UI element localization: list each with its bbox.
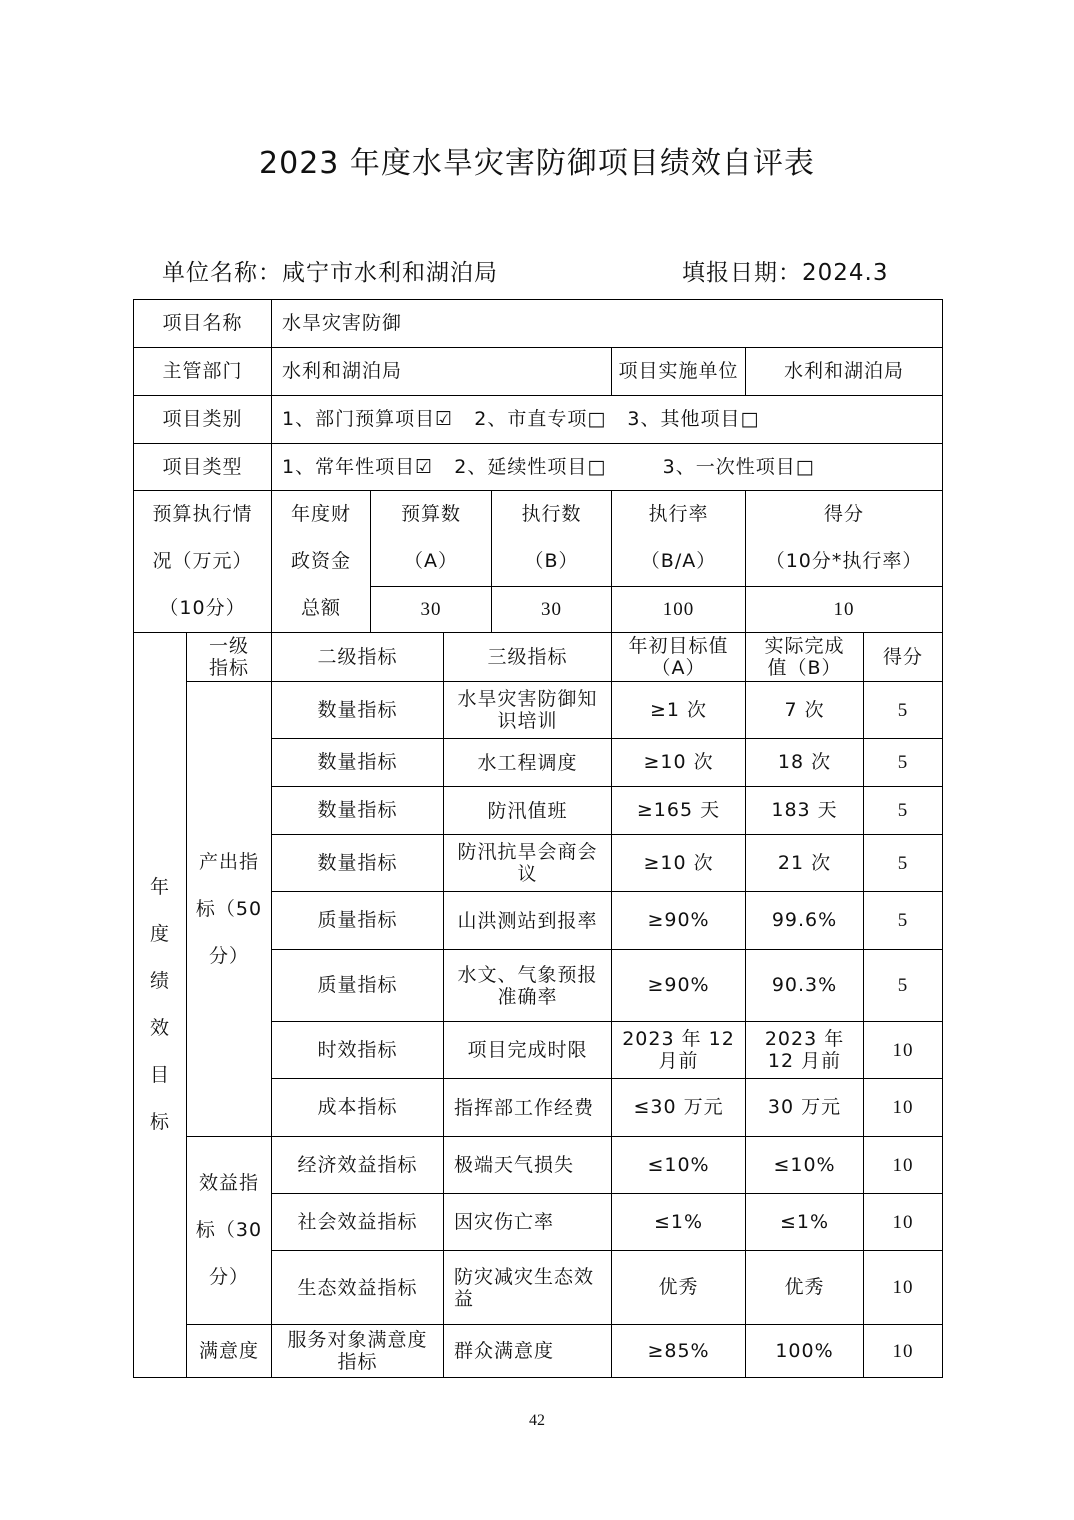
target-cell: ≥90%: [612, 892, 746, 950]
level2-cell: 时效指标: [272, 1022, 444, 1079]
level1-header: 一级 指标: [187, 633, 272, 682]
type-label: 项目类型: [134, 444, 272, 491]
table-row: [134, 348, 943, 396]
level2-cell: 社会效益指标: [272, 1194, 444, 1251]
level2-header: 二级指标: [272, 633, 444, 682]
score-cell: 5: [864, 892, 943, 950]
actual-cell: 2023 年 12 月前: [746, 1022, 864, 1079]
score-cell: 10: [864, 1137, 943, 1194]
target-cell: 优秀: [612, 1251, 746, 1325]
execution-rate-header: 执行率 （B/A）: [612, 491, 746, 587]
project-name-label: 项目名称: [134, 300, 272, 348]
impl-unit-label: 项目实施单位: [612, 348, 746, 396]
actual-cell: ≤1%: [746, 1194, 864, 1251]
level2-cell: 数量指标: [272, 682, 444, 739]
target-cell: ≥10 次: [612, 739, 746, 787]
actual-header: 实际完成 值（B）: [746, 633, 864, 682]
level2-cell: 数量指标: [272, 835, 444, 892]
budget-execution-label: 预算执行情 况（万元） （10分）: [134, 491, 272, 633]
score-cell: 10: [864, 1194, 943, 1251]
annual-fund-label: 年度财 政资金 总额: [272, 491, 371, 633]
table-row: [134, 444, 943, 491]
level3-cell: 极端天气损失: [444, 1137, 612, 1194]
target-cell: ≤1%: [612, 1194, 746, 1251]
actual-cell: 优秀: [746, 1251, 864, 1325]
fill-date: 填报日期：2024.3: [682, 260, 889, 286]
score-cell: 5: [864, 787, 943, 835]
table-row: [134, 633, 943, 682]
target-cell: ≥1 次: [612, 682, 746, 739]
target-cell: ≥90%: [612, 950, 746, 1022]
actual-cell: 99.6%: [746, 892, 864, 950]
category-label: 项目类别: [134, 396, 272, 444]
level2-cell: 数量指标: [272, 739, 444, 787]
dept-label: 主管部门: [134, 348, 272, 396]
benefit-indicator-group: 效益指标（30分）: [187, 1137, 272, 1325]
level2-cell: 服务对象满意度指标: [272, 1325, 444, 1378]
target-cell: 2023 年 12 月前: [612, 1022, 746, 1079]
score-cell: 10: [864, 1325, 943, 1378]
target-cell: ≥85%: [612, 1325, 746, 1378]
category-value: 1、部门预算项目☑ 2、市直专项□ 3、其他项目□: [272, 396, 943, 444]
level2-cell: 数量指标: [272, 787, 444, 835]
annual-target-section-label: 年度绩效目标: [134, 633, 187, 1378]
score-cell: 5: [864, 835, 943, 892]
unit-name: 单位名称：咸宁市水利和湖泊局: [162, 260, 498, 286]
level3-cell: 指挥部工作经费: [444, 1079, 612, 1137]
level3-cell: 群众满意度: [444, 1325, 612, 1378]
budget-score-value: 10: [746, 586, 943, 632]
table-row: [134, 1137, 943, 1194]
execution-b-header: 执行数 （B）: [492, 491, 612, 587]
actual-cell: 183 天: [746, 787, 864, 835]
target-cell: ≤30 万元: [612, 1079, 746, 1137]
level3-cell: 防汛值班: [444, 787, 612, 835]
budget-score-header: 得分 （10分*执行率）: [746, 491, 943, 587]
score-cell: 5: [864, 950, 943, 1022]
level3-cell: 防汛抗旱会商会议: [444, 835, 612, 892]
table-row: [134, 491, 943, 587]
table-row: [134, 1325, 943, 1378]
level2-cell: 成本指标: [272, 1079, 444, 1137]
actual-cell: 18 次: [746, 739, 864, 787]
table-row: [134, 682, 943, 739]
level2-cell: 质量指标: [272, 950, 444, 1022]
actual-cell: 30 万元: [746, 1079, 864, 1137]
table-row: [134, 300, 943, 348]
actual-cell: ≤10%: [746, 1137, 864, 1194]
target-header: 年初目标值 （A）: [612, 633, 746, 682]
actual-cell: 100%: [746, 1325, 864, 1378]
satisfaction-group: 满意度: [187, 1325, 272, 1378]
level3-cell: 项目完成时限: [444, 1022, 612, 1079]
page-number: 42: [529, 1412, 545, 1429]
score-cell: 5: [864, 739, 943, 787]
level2-cell: 质量指标: [272, 892, 444, 950]
score-cell: 10: [864, 1251, 943, 1325]
actual-cell: 21 次: [746, 835, 864, 892]
project-name-value: 水旱灾害防御: [272, 300, 943, 348]
level2-cell: 经济效益指标: [272, 1137, 444, 1194]
target-cell: ≤10%: [612, 1137, 746, 1194]
type-value: 1、常年性项目☑ 2、延续性项目□ 3、一次性项目□: [272, 444, 943, 491]
page-title: 2023 年度水旱灾害防御项目绩效自评表: [259, 146, 815, 181]
level3-header: 三级指标: [444, 633, 612, 682]
table-row: [134, 396, 943, 444]
level3-cell: 因灾伤亡率: [444, 1194, 612, 1251]
level3-cell: 水文、气象预报准确率: [444, 950, 612, 1022]
dept-value: 水利和湖泊局: [272, 348, 612, 396]
level2-cell: 生态效益指标: [272, 1251, 444, 1325]
level3-cell: 水旱灾害防御知识培训: [444, 682, 612, 739]
actual-cell: 90.3%: [746, 950, 864, 1022]
level3-cell: 水工程调度: [444, 739, 612, 787]
score-cell: 10: [864, 1079, 943, 1137]
impl-unit-value: 水利和湖泊局: [746, 348, 943, 396]
score-header: 得分: [864, 633, 943, 682]
performance-evaluation-table: [133, 299, 943, 1378]
score-cell: 10: [864, 1022, 943, 1079]
target-cell: ≥10 次: [612, 835, 746, 892]
output-indicator-group: 产出指标（50分）: [187, 682, 272, 1137]
budget-a-value: 30: [371, 586, 492, 632]
level3-cell: 山洪测站到报率: [444, 892, 612, 950]
score-cell: 5: [864, 682, 943, 739]
execution-rate-value: 100: [612, 586, 746, 632]
level3-cell: 防灾减灾生态效益: [444, 1251, 612, 1325]
actual-cell: 7 次: [746, 682, 864, 739]
target-cell: ≥165 天: [612, 787, 746, 835]
execution-b-value: 30: [492, 586, 612, 632]
budget-a-header: 预算数 （A）: [371, 491, 492, 587]
